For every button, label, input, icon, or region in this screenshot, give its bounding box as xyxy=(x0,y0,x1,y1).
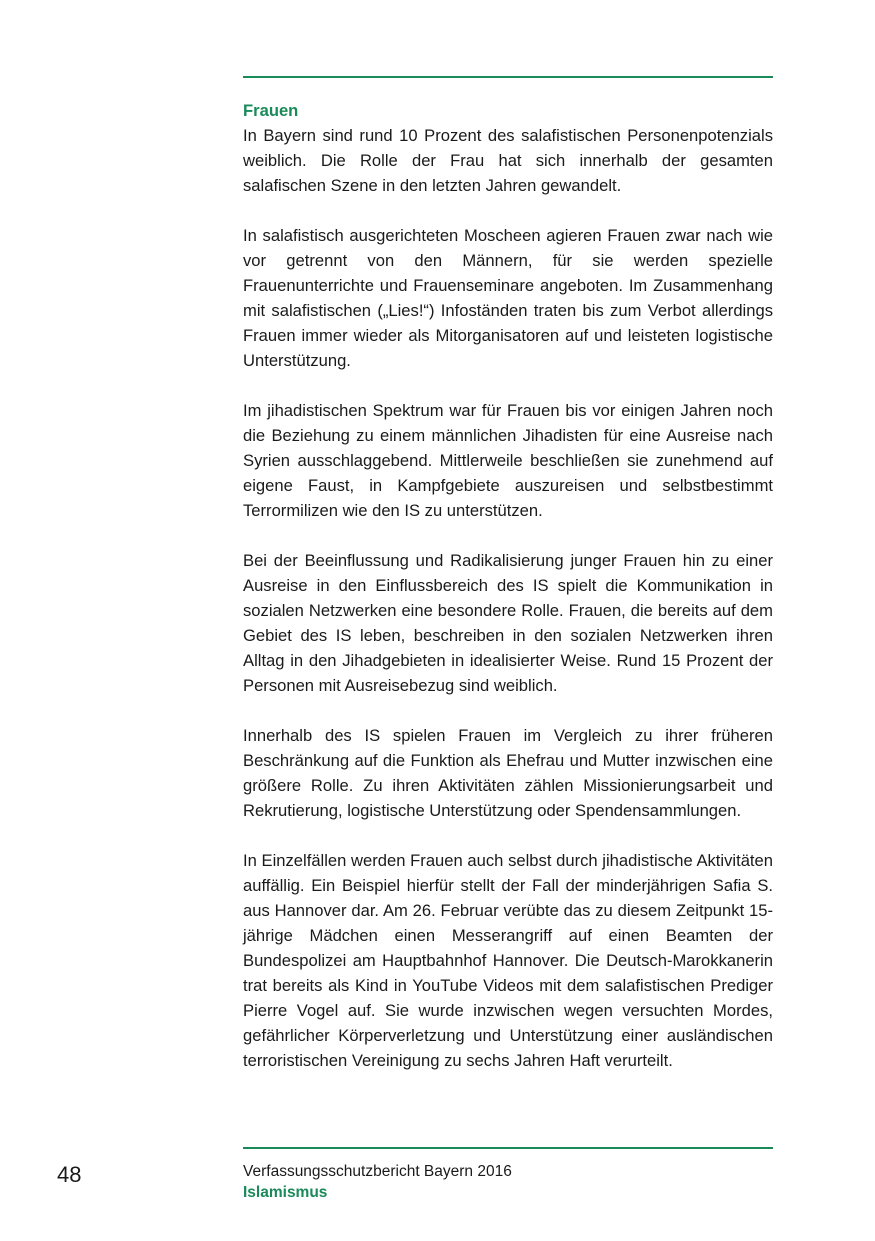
paragraph-2: In salafistisch ausgerichteten Moscheen agieren Frauen zwar nach wie vor getrennt von den Männern, für sie werden spezielle Frauenunterrichte und Frauenseminare angeboten. Im Zusammenhang mit salafistischen („Lies!“) Infoständen traten bis zum Verbot allerdings Frauen immer wieder als Mitorganisatoren auf und leisteten logistische Unterstützung. xyxy=(243,226,773,370)
top-divider xyxy=(243,76,773,78)
paragraph-4: Bei der Beeinflussung und Radikalisierung junger Frauen hin zu einer Ausreise in den Einflussbereich des IS spielt die Kommunikation in sozialen Netzwerken eine besondere Rolle. Frauen, die bereits auf dem Gebiet des IS leben, beschreiben in den sozialen Netzwerken ihren Alltag in den Jihadgebieten in idealisierter Weise. Rund 15 Prozent der Personen mit Ausreisebezug sind weiblich. xyxy=(243,551,773,695)
page-number: 48 xyxy=(57,1162,82,1187)
footer-chapter-label: Islamismus xyxy=(243,1184,328,1201)
footer xyxy=(243,1161,773,1203)
bottom-divider xyxy=(243,1147,773,1149)
paragraph-5: Innerhalb des IS spielen Frauen im Vergleich zu ihrer früheren Beschränkung auf die Funktion als Ehefrau und Mutter inzwischen eine größere Rolle. Zu ihren Aktivitäten zählen Missionierungsarbeit und Rekrutierung, logistische Unterstützung oder Spendensammlungen. xyxy=(243,726,773,820)
section-heading: Frauen xyxy=(243,101,299,120)
paragraph-1: In Bayern sind rund 10 Prozent des salafistischen Personenpotenzials weiblich. Die Rolle der Frau hat sich innerhalb der gesamten salafischen Szene in den letzten Jahren gewandelt. xyxy=(243,126,773,195)
paragraph-3: Im jihadistischen Spektrum war für Frauen bis vor einigen Jahren noch die Beziehung zu einem männlichen Jihadisten für eine Ausreise nach Syrien ausschlaggebend. Mittlerweile beschließen sie zunehmend auf eigene Faust, in Kampfgebiete auszureisen und selbstbestimmt Terrormilizen wie den IS zu unterstützen. xyxy=(243,401,773,520)
main-content xyxy=(243,98,773,1073)
footer-publication-title: Verfassungsschutzbericht Bayern 2016 xyxy=(243,1163,512,1180)
paragraph-6: In Einzelfällen werden Frauen auch selbst durch jihadistische Aktivitäten auffällig. Ein Beispiel hierfür stellt der Fall der minderjährigen Safia S. aus Hannover dar. Am 26. Februar verübte das zu diesem Zeitpunkt 15-jährige Mädchen einen Messerangriff auf einen Beamten der Bundespolizei am Hauptbahnhof Hannover. Die Deutsch-Marokkanerin trat bereits als Kind in YouTube Videos mit dem salafistischen Prediger Pierre Vogel auf. Sie wurde inzwischen wegen versuchten Mordes, gefährlicher Körperverletzung und Unterstützung einer ausländischen terroristischen Vereinigung zu sechs Jahren Haft verurteilt. xyxy=(243,851,773,1070)
